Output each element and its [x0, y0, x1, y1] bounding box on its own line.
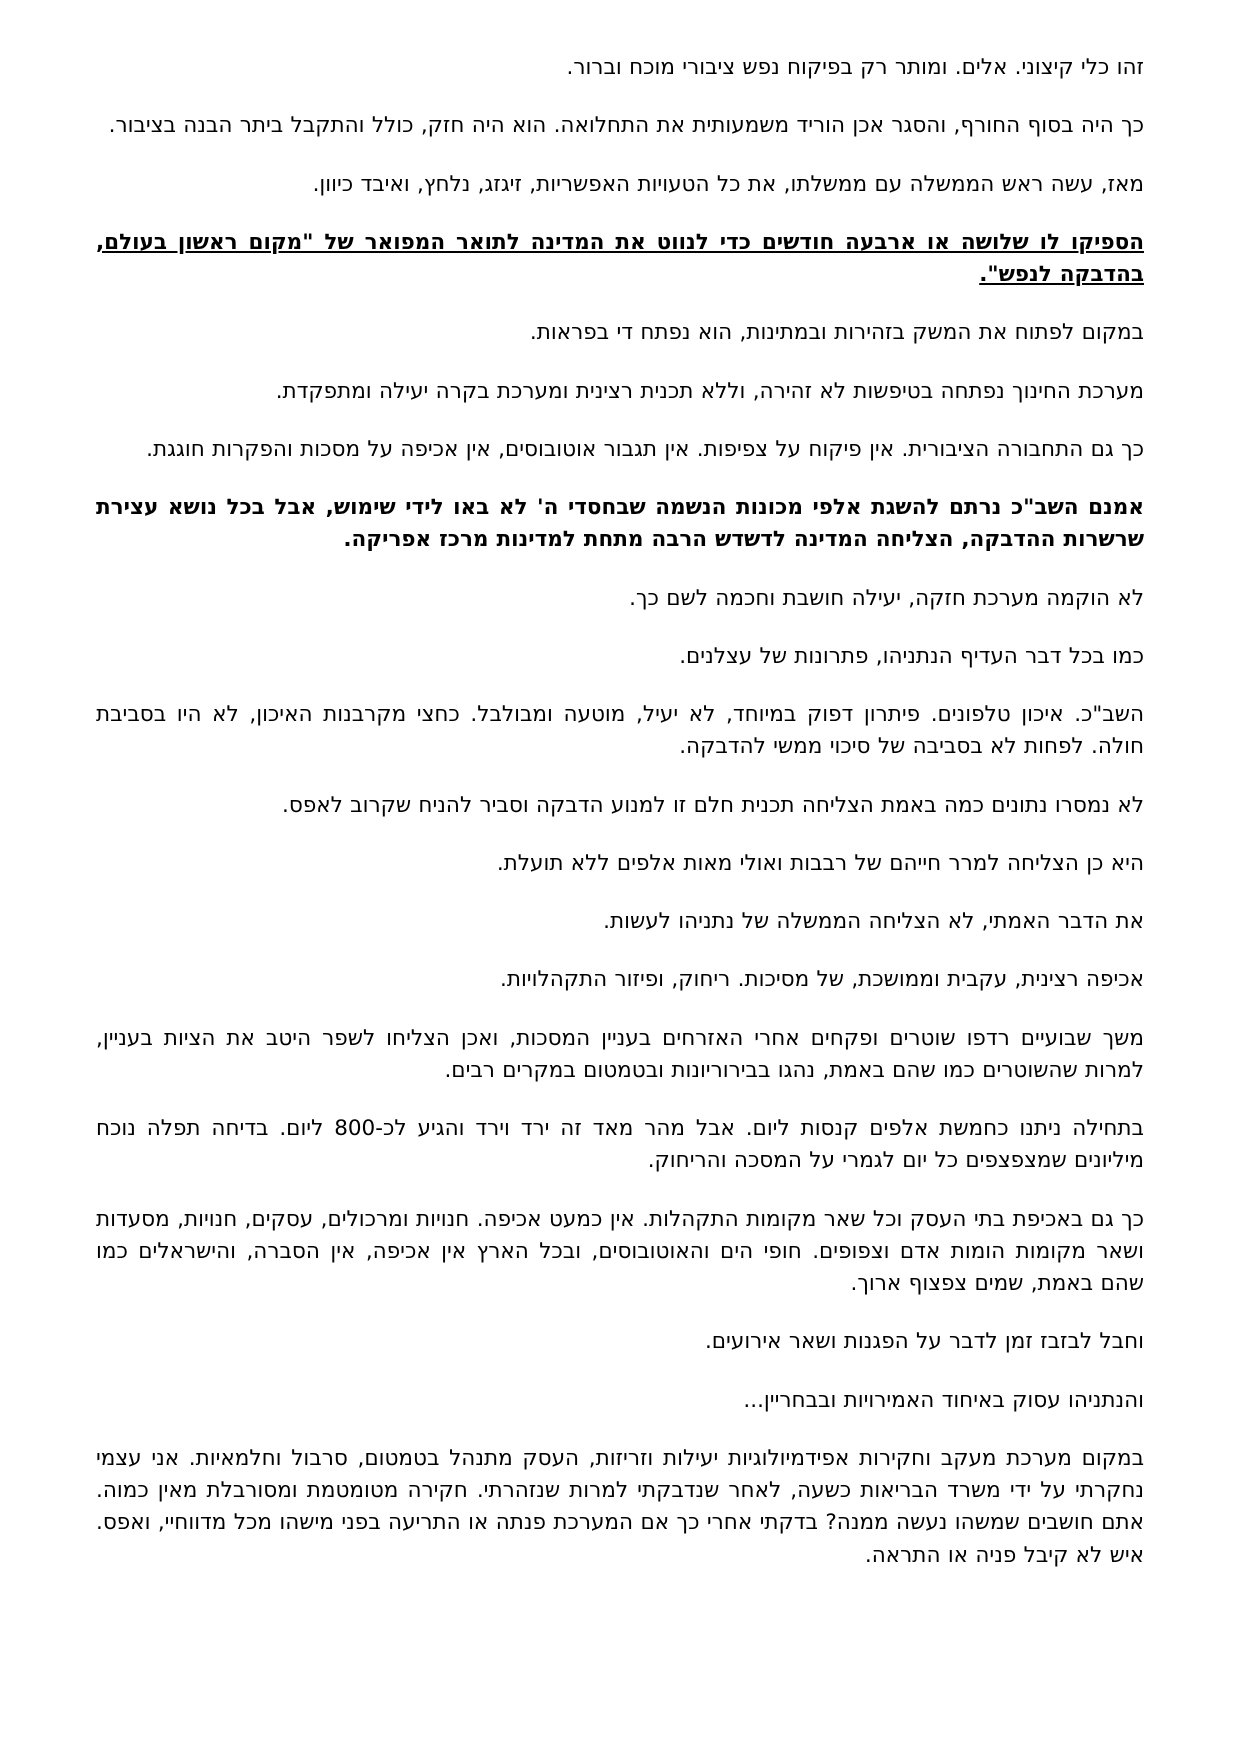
paragraph: במקום מערכת מעקב וחקירות אפידמיולוגיות יעילות וזריזות, העסק מתנהל בטמטום, סרבול וחלמאיות. אני עצמי נחקרתי על ידי משרד הבריאות כשעה, לאחר שנדבקתי למרות שנזהרתי. חקירה מטומטמת ומסורבלת מאין כמוה. אתם חושבים שמשהו נעשה ממנה? בדקתי אחרי כך אם המערכת פנתה או התריעה בפני מישהו מכל מדווחיי, ואפס. איש לא קיבל פניה או התראה.	[96, 1445, 1144, 1568]
paragraph: משך שבועיים רדפו שוטרים ופקחים אחרי האזרחים בעניין המסכות, ואכן הצליחו לשפר היטב את הציות בעניין, למרות שהשוטרים כמו שהם באמת, נהגו בבירוריונות ובטמטום במקרים רבים.	[96, 1025, 1144, 1083]
paragraph-bold: אמנם השב"כ נרתם להשגת אלפי מכונות הנשמה שבחסדי ה' לא באו לידי שימוש, אבל בכל נושא עצירת שרשרות ההדבקה, הצליחה המדינה לדשדש הרבה מתחת למדינות מרכז אפריקה.	[96, 495, 1144, 553]
paragraph: מערכת החינוך נפתחה בטיפשות לא זהירה, וללא תכנית רצינית ומערכת בקרה יעילה ומתפקדת.	[275, 378, 1144, 404]
document-body	[96, 52, 1144, 1572]
paragraph: השב"כ. איכון טלפונים. פיתרון דפוק במיוחד, לא יעיל, מוטעה ומבולבל. כחצי מקרבנות האיכון, לא היו בסביבת חולה. לפחות לא בסביבה של סיכוי ממשי להדבקה.	[96, 702, 1144, 760]
paragraph: מאז, עשה ראש הממשלה עם ממשלתו, את כל הטעויות האפשריות, זיגזג, נלחץ, ואיבד כיוון.	[312, 171, 1144, 197]
paragraph: והנתניהו עסוק באיחוד האמירויות ובבחריין...	[743, 1387, 1144, 1413]
paragraph: היא כן הצליחה למרר חייהם של רבבות ואולי מאות אלפים ללא תועלת.	[496, 850, 1144, 876]
paragraph: אכיפה רצינית, עקבית וממושכת, של מסיכות. ריחוק, ופיזור התקהלויות.	[499, 967, 1144, 993]
paragraph: בתחילה ניתנו כחמשת אלפים קנסות ליום. אבל מהר מאד זה ירד וירד והגיע לכ-800 ליום. בדיחה תפלה נוכח מיליונים שמצפצפים כל יום לגמרי על המסכה והריחוק.	[96, 1116, 1144, 1174]
paragraph: לא הוקמה מערכת חזקה, יעילה חושבת וחכמה לשם כך.	[629, 585, 1144, 611]
paragraph: כמו בכל דבר העדיף הנתניהו, פתרונות של עצלנים.	[679, 643, 1144, 669]
paragraph: לא נמסרו נתונים כמה באמת הצליחה תכנית חלם זו למנוע הדבקה וסביר להניח שקרוב לאפס.	[282, 792, 1144, 818]
paragraph: זהו כלי קיצוני. אלים. ומותר רק בפיקוח נפש ציבורי מוכח וברור.	[566, 55, 1144, 80]
paragraph-emphasized: הספיקו לו שלושה או ארבעה חודשים כדי לנווט את המדינה לתואר המפואר של "מקום ראשון בעולם, בהדבקה לנפש".	[96, 229, 1144, 287]
paragraph: כך גם התחבורה הציבורית. אין פיקוח על צפיפות. אין תגבור אוטובוסים, אין אכיפה על מסכות והפקרות חוגגת.	[146, 436, 1144, 462]
paragraph: כך היה בסוף החורף, והסגר אכן הוריד משמעותית את התחלואה. הוא היה חזק, כולל והתקבל ביתר הבנה בציבור.	[108, 113, 1144, 139]
paragraph: וחבל לבזבז זמן לדבר על הפגנות ושאר אירועים.	[704, 1329, 1144, 1355]
paragraph: כך גם באכיפת בתי העסק וכל שאר מקומות התקהלות. אין כמעט אכיפה. חנויות ומרכולים, עסקים, חנויות, מסעדות ושאר מקומות הומות אדם וצפופים. חופי הים והאוטובוסים, ובכל הארץ אין אכיפה, אין הסברה, והישראלים כמו שהם באמת, שמים צפצוף ארוך.	[96, 1206, 1144, 1296]
paragraph: במקום לפתוח את המשק בזהירות ובמתינות, הוא נפתח די בפראות.	[529, 320, 1144, 346]
paragraph: את הדבר האמתי, לא הצליחה הממשלה של נתניהו לעשות.	[603, 909, 1144, 934]
